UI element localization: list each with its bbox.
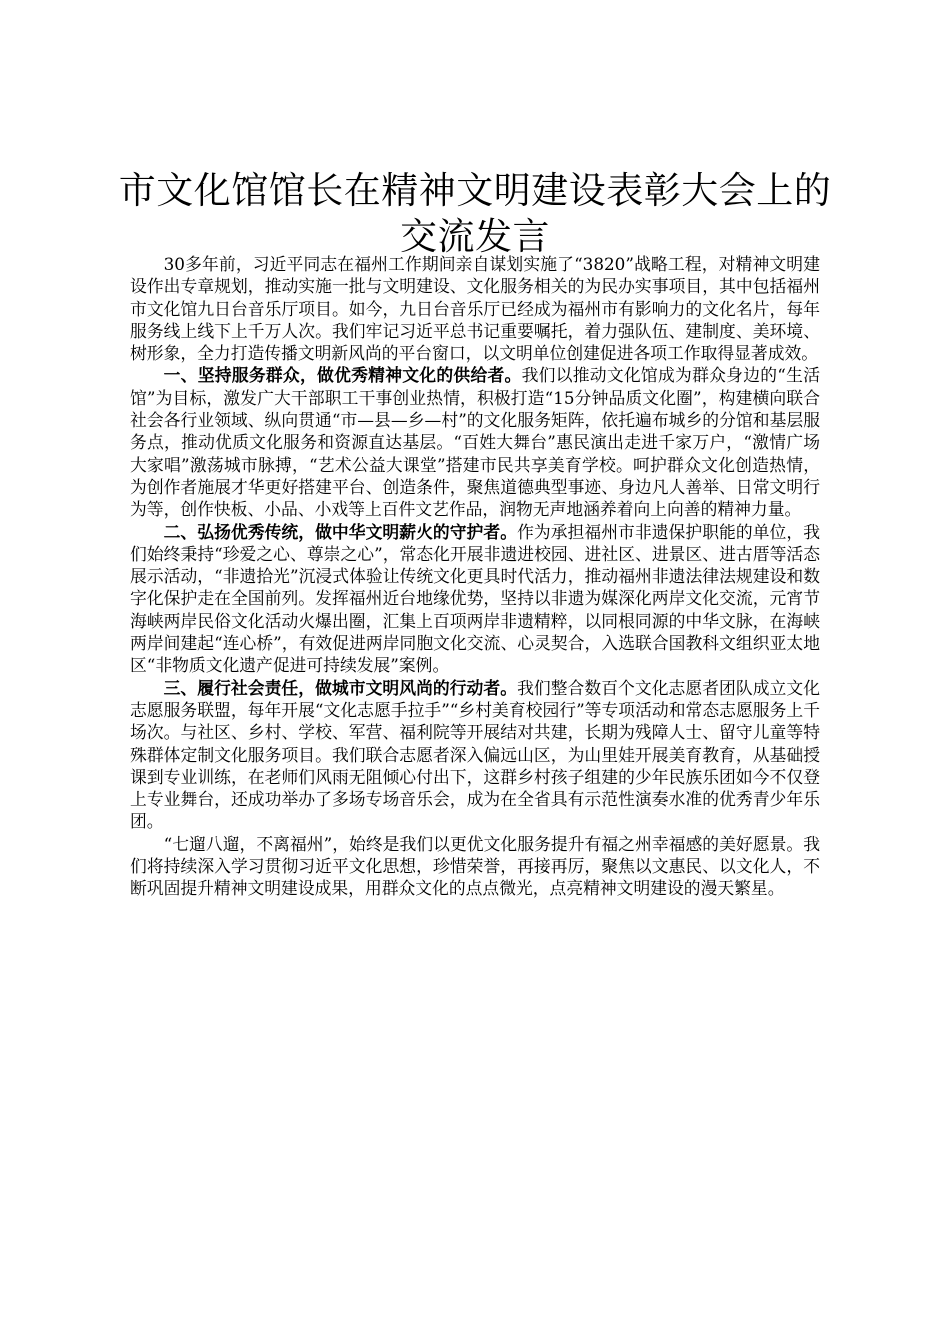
paragraph-intro [130,253,820,364]
section-heading: 三、履行社会责任，做城市文明风尚的行动者。 [163,677,518,698]
paragraph-section-3 [130,677,820,833]
document-body [130,253,820,900]
paragraph-section-2 [130,521,820,677]
paragraph-text: 我们以推动文化馆成为群众身边的“生活馆”为目标，激发广大干部职工干事创业热情，积极打造“15分钟品质文化圈”，构建横向联合社会各行业领域、纵向贯通“市—县—乡—村”的文化服务矩阵，依托遍布城乡的分馆和基层服务点，推动优质文化服务和资源直达基层。“百姓大舞台”惠民演出走进千家万户，“激情广场大家唱”激荡城市脉搏，“艺术公益大课堂”搭建市民共享美育学校。呵护群众文化创造热情，为创作者施展才华更好搭建平台、创造条件，聚焦道德典型事迹、身边凡人善举、日常文明行为等，创作快板、小品、小戏等上百件文艺作品，润物无声地涵养着向上向善的精神力量。 [130,365,820,520]
paragraph-closing [130,833,820,900]
paragraph-text: 作为承担福州市非遗保护职能的单位，我们始终秉持“珍爱之心、尊崇之心”，常态化开展非遗进校园、进社区、进景区、进古厝等活态展示活动，“非遗拾光”沉浸式体验让传统文化更具时代活力，推动福州非遗法律法规建设和数字化保护走在全国前列。发挥福州近台地缘优势，坚持以非遗为媒深化两岸文化交流，元宵节海峡两岸民俗文化活动火爆出圈，汇集上百项两岸非遗精粹，以同根同源的中华文脉，在海峡两岸间建起“连心桥”，有效促进两岸同胞文化交流、心灵契合，入选联合国教科文组织亚太地区“非物质文化遗产促进可持续发展”案例。 [130,521,820,676]
paragraph-text: “七遛八遛，不离福州”，始终是我们以更优文化服务提升有福之州幸福感的美好愿景。我们将持续深入学习贯彻习近平文化思想，珍惜荣誉，再接再厉，聚焦以文惠民、以文化人，不断巩固提升精神文明建设成果，用群众文化的点点微光，点亮精神文明建设的漫天繁星。 [130,833,820,899]
paragraph-text: 我们整合数百个文化志愿者团队成立文化志愿服务联盟，每年开展“文化志愿手拉手”“乡村美育校园行”等专项活动和常态志愿服务上千场次。与社区、乡村、学校、军营、福利院等开展结对共建，长期为残障人士、留守儿童等特殊群体定制文化服务项目。我们联合志愿者深入偏远山区，为山里娃开展美育教育，从基础授课到专业训练，在老师们风雨无阻倾心付出下，这群乡村孩子组建的少年民族乐团如今不仅登上专业舞台，还成功举办了多场专场音乐会，成为在全省具有示范性演奏水准的优秀青少年乐团。 [130,677,820,832]
section-heading: 二、弘扬优秀传统，做中华文明薪火的守护者。 [163,521,518,542]
paragraph-section-1 [130,364,820,520]
document-title: 市文化馆馆长在精神文明建设表彰大会上的交流发言 [118,169,832,258]
paragraph-text: 30多年前，习近平同志在福州工作期间亲自谋划实施了“3820”战略工程，对精神文明建设作出专章规划，推动实施一批与文明建设、文化服务相关的为民办实事项目，其中包括福州市文化馆九日台音乐厅项目。如今，九日台音乐厅已经成为福州市有影响力的文化名片，每年服务线上线下上千万人次。我们牢记习近平总书记重要嘱托，着力强队伍、建制度、美环境、树形象，全力打造传播文明新风尚的平台窗口，以文明单位创建促进各项工作取得显著成效。 [130,254,820,364]
section-heading: 一、坚持服务群众，做优秀精神文化的供给者。 [163,365,522,386]
